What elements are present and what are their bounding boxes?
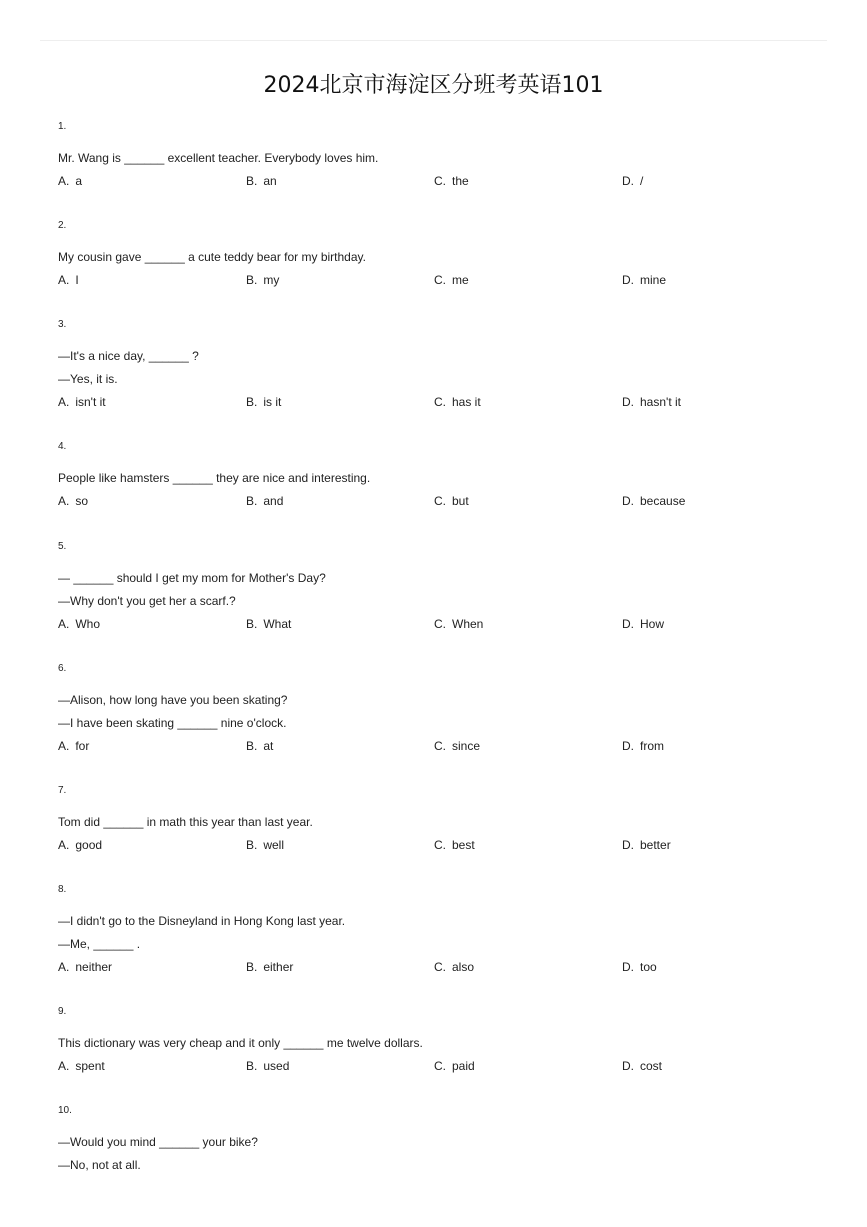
- option-text: at: [263, 739, 274, 753]
- option-letter: C.: [434, 739, 446, 753]
- option-text: my: [263, 273, 280, 287]
- option-letter: B.: [246, 739, 258, 753]
- option-text: I: [75, 273, 79, 287]
- question-item: [58, 662, 818, 758]
- option-letter: B.: [246, 174, 258, 188]
- option-text: either: [263, 960, 294, 974]
- answer-option[interactable]: [246, 735, 273, 758]
- option-letter: D.: [622, 617, 634, 631]
- answer-option[interactable]: [246, 956, 293, 979]
- answer-option[interactable]: [58, 834, 102, 857]
- answer-option[interactable]: [246, 490, 283, 513]
- answer-option[interactable]: [434, 613, 483, 636]
- question-number: 10.: [58, 1105, 72, 1116]
- option-text: but: [452, 494, 469, 508]
- answer-option[interactable]: [246, 834, 284, 857]
- answer-option[interactable]: [622, 956, 657, 979]
- option-text: because: [640, 494, 686, 508]
- top-divider: [40, 40, 827, 41]
- answer-options: [58, 170, 818, 193]
- answer-option[interactable]: [622, 170, 643, 193]
- option-text: well: [263, 838, 285, 852]
- question-text: —Would you mind ______ your bike?: [58, 1135, 258, 1149]
- question-text: —I didn't go to the Disneyland in Hong Kong last year.: [58, 914, 346, 928]
- option-text: How: [640, 617, 665, 631]
- answer-option[interactable]: [246, 391, 281, 414]
- answer-options: [58, 735, 818, 758]
- option-text: the: [452, 174, 469, 188]
- question-text: —I have been skating ______ nine o'clock.: [58, 716, 287, 730]
- option-text: a: [75, 174, 83, 188]
- option-letter: A.: [58, 739, 70, 753]
- option-letter: A.: [58, 174, 70, 188]
- answer-option[interactable]: [622, 613, 664, 636]
- option-letter: A.: [58, 395, 70, 409]
- option-letter: C.: [434, 395, 446, 409]
- option-text: has it: [452, 395, 481, 409]
- option-text: used: [263, 1059, 290, 1073]
- question-number: 8.: [58, 884, 67, 895]
- answer-option[interactable]: [58, 391, 106, 414]
- answer-option[interactable]: [58, 170, 82, 193]
- option-text: isn't it: [75, 395, 106, 409]
- answer-option[interactable]: [434, 269, 469, 292]
- answer-option[interactable]: [434, 170, 469, 193]
- option-letter: A.: [58, 838, 70, 852]
- question-text: — ______ should I get my mom for Mother's Day?: [58, 571, 326, 585]
- option-letter: C.: [434, 1059, 446, 1073]
- question-number: 2.: [58, 220, 67, 231]
- question-item: [58, 540, 818, 636]
- option-text: spent: [75, 1059, 105, 1073]
- option-letter: A.: [58, 273, 70, 287]
- option-letter: D.: [622, 838, 634, 852]
- answer-option[interactable]: [58, 1055, 105, 1078]
- option-text: better: [640, 838, 671, 852]
- option-text: hasn't it: [640, 395, 681, 409]
- option-letter: D.: [622, 494, 634, 508]
- question-item: [58, 784, 818, 857]
- answer-options: [58, 956, 818, 979]
- answer-option[interactable]: [246, 1055, 289, 1078]
- option-text: too: [640, 960, 657, 974]
- option-text: and: [263, 494, 284, 508]
- question-text: My cousin gave ______ a cute teddy bear for my birthday.: [58, 250, 366, 264]
- option-text: so: [75, 494, 89, 508]
- option-text: best: [452, 838, 475, 852]
- question-number: 9.: [58, 1006, 67, 1017]
- answer-option[interactable]: [434, 956, 474, 979]
- question-number: 6.: [58, 663, 67, 674]
- answer-option[interactable]: [622, 834, 671, 857]
- option-letter: B.: [246, 1059, 258, 1073]
- answer-options: [58, 613, 818, 636]
- answer-option[interactable]: [622, 1055, 662, 1078]
- answer-options: [58, 269, 818, 292]
- answer-option[interactable]: [58, 490, 88, 513]
- option-text: good: [75, 838, 103, 852]
- option-text: When: [452, 617, 484, 631]
- option-letter: D.: [622, 273, 634, 287]
- option-text: an: [263, 174, 277, 188]
- option-letter: A.: [58, 494, 70, 508]
- option-letter: B.: [246, 960, 258, 974]
- page-title: 2024北京市海淀区分班考英语101: [263, 73, 604, 98]
- question-text: —No, not at all.: [58, 1158, 141, 1172]
- question-item: [58, 1005, 818, 1078]
- answer-options: [58, 490, 818, 513]
- option-letter: B.: [246, 395, 258, 409]
- question-number: 7.: [58, 785, 67, 796]
- question-number: 1.: [58, 121, 67, 132]
- answer-option[interactable]: [434, 735, 480, 758]
- option-letter: D.: [622, 1059, 634, 1073]
- question-text: People like hamsters ______ they are nice and interesting.: [58, 471, 371, 485]
- option-letter: B.: [246, 838, 258, 852]
- question-number: 3.: [58, 319, 67, 330]
- option-text: since: [452, 739, 481, 753]
- option-letter: C.: [434, 960, 446, 974]
- question-number: 5.: [58, 541, 67, 552]
- answer-option[interactable]: [622, 735, 664, 758]
- option-letter: D.: [622, 960, 634, 974]
- answer-option[interactable]: [58, 269, 79, 292]
- option-letter: D.: [622, 739, 634, 753]
- question-item: [58, 120, 818, 193]
- answer-option[interactable]: [246, 613, 291, 636]
- answer-option[interactable]: [434, 834, 475, 857]
- option-letter: C.: [434, 273, 446, 287]
- option-text: me: [452, 273, 469, 287]
- option-text: from: [640, 739, 664, 753]
- answer-option[interactable]: [246, 170, 277, 193]
- answer-option[interactable]: [58, 956, 112, 979]
- option-letter: D.: [622, 395, 634, 409]
- answer-option[interactable]: [58, 613, 100, 636]
- option-letter: B.: [246, 273, 258, 287]
- answer-option[interactable]: [246, 269, 279, 292]
- option-text: for: [75, 739, 90, 753]
- answer-options: [58, 834, 818, 857]
- option-letter: D.: [622, 174, 634, 188]
- option-text: mine: [640, 273, 667, 287]
- option-letter: A.: [58, 960, 70, 974]
- option-letter: C.: [434, 617, 446, 631]
- option-letter: C.: [434, 174, 446, 188]
- option-text: cost: [640, 1059, 663, 1073]
- option-text: Who: [75, 617, 101, 631]
- answer-option[interactable]: [434, 1055, 475, 1078]
- answer-option[interactable]: [434, 391, 481, 414]
- option-letter: B.: [246, 617, 258, 631]
- option-text: paid: [452, 1059, 475, 1073]
- answer-option[interactable]: [434, 490, 469, 513]
- answer-option[interactable]: [622, 269, 666, 292]
- option-letter: C.: [434, 494, 446, 508]
- option-letter: A.: [58, 617, 70, 631]
- option-text: also: [452, 960, 475, 974]
- option-text: neither: [75, 960, 113, 974]
- option-letter: C.: [434, 838, 446, 852]
- question-number: 4.: [58, 441, 67, 452]
- question-text: Mr. Wang is ______ excellent teacher. Everybody loves him.: [58, 151, 379, 165]
- question-text: —It's a nice day, ______ ?: [58, 349, 199, 363]
- question-item: [58, 440, 818, 513]
- option-text: /: [640, 174, 644, 188]
- question-text: Tom did ______ in math this year than last year.: [58, 815, 313, 829]
- question-item: [58, 883, 818, 979]
- question-text: —Me, ______ .: [58, 937, 141, 951]
- answer-option[interactable]: [622, 391, 681, 414]
- question-text: —Why don't you get her a scarf.?: [58, 594, 236, 608]
- question-item: [58, 1104, 818, 1177]
- question-text: This dictionary was very cheap and it only ______ me twelve dollars.: [58, 1036, 423, 1050]
- question-item: [58, 318, 818, 414]
- answer-option[interactable]: [58, 735, 89, 758]
- answer-options: [58, 391, 818, 414]
- answer-options: [58, 1055, 818, 1078]
- question-text: —Alison, how long have you been skating?: [58, 693, 288, 707]
- answer-option[interactable]: [622, 490, 685, 513]
- option-letter: B.: [246, 494, 258, 508]
- question-item: [58, 219, 818, 292]
- question-text: —Yes, it is.: [58, 372, 118, 386]
- option-text: What: [263, 617, 292, 631]
- option-letter: A.: [58, 1059, 70, 1073]
- option-text: is it: [263, 395, 282, 409]
